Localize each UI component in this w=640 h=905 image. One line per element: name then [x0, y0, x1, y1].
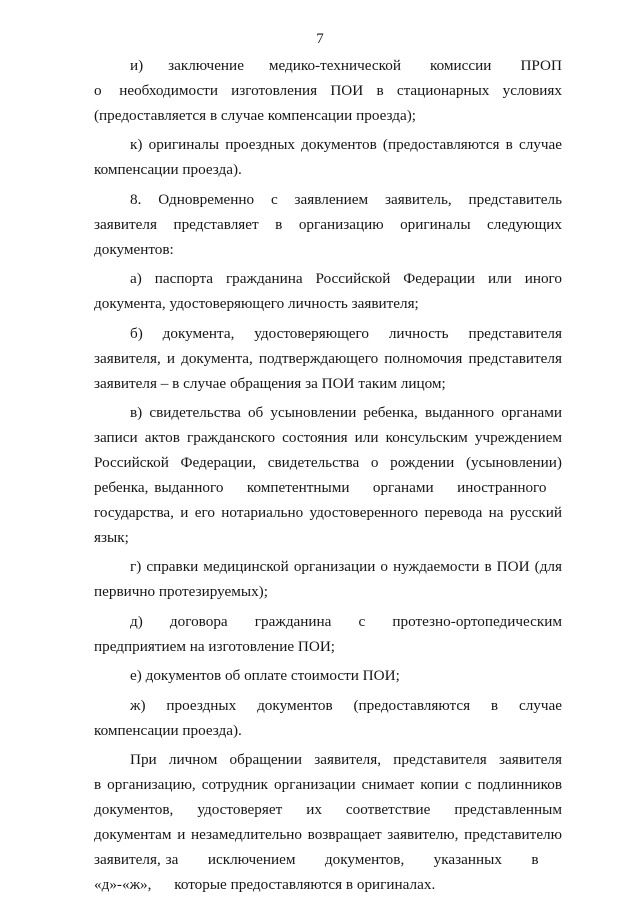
paragraph-item-v: в) свидетельства об усыновлении ребенка, выданного органами записи актов гражданского состояния или консульским учреждением Российской Федерации, свидетельства о рождении (усыновлении) ребенка, выданного компетентными органами иностранного государства, и его нотариально удостоверенного перевода на русский язык;	[94, 404, 562, 546]
paragraph-item-g: г) справки медицинской организации о нуждаемости в ПОИ (для первично протезируемых);	[94, 558, 562, 601]
paragraph-item-e: е) документов об оплате стоимости ПОИ;	[130, 667, 400, 685]
paragraph-item-d: д) договора гражданина с протезно-ортопедическим предприятием на изготовление ПОИ;	[94, 612, 562, 655]
paragraph-item-k: к) оригиналы проездных документов (предоставляются в случае компенсации проезда).	[94, 136, 562, 179]
paragraph-item-a: а) паспорта гражданина Российской Федерации или иного документа, удостоверяющего личность заявителя;	[94, 270, 562, 313]
paragraph-item-b: б) документа, удостоверяющего личность представителя заявителя, и документа, подтверждающего полномочия представителя заявителя – в случае обращения за ПОИ таким лицом;	[94, 324, 562, 392]
page-number: 7	[316, 31, 324, 47]
paragraph-personal-visit: При личном обращении заявителя, представителя заявителя в организацию, сотрудник организации снимает копии с подлинников документов, удостоверяет их соответствие представленным документам и незамедлительно возвращает заявителю, представителю заявителя, за исключением документов, указанных в «д»-«ж», которые предоставляются в оригиналах.	[94, 751, 562, 893]
paragraph-item-zh: ж) проездных документов (предоставляются в случае компенсации проезда).	[94, 696, 562, 739]
paragraph-section-8: 8. Одновременно с заявлением заявитель, представитель заявителя представляет в организацию оригиналы следующих документов:	[94, 190, 562, 258]
paragraph-item-i: и) заключение медико-технической комиссии ПРОП о необходимости изготовления ПОИ в стационарных условиях (предоставляется в случае компенсации проезда);	[94, 57, 562, 124]
document-body	[94, 54, 562, 898]
